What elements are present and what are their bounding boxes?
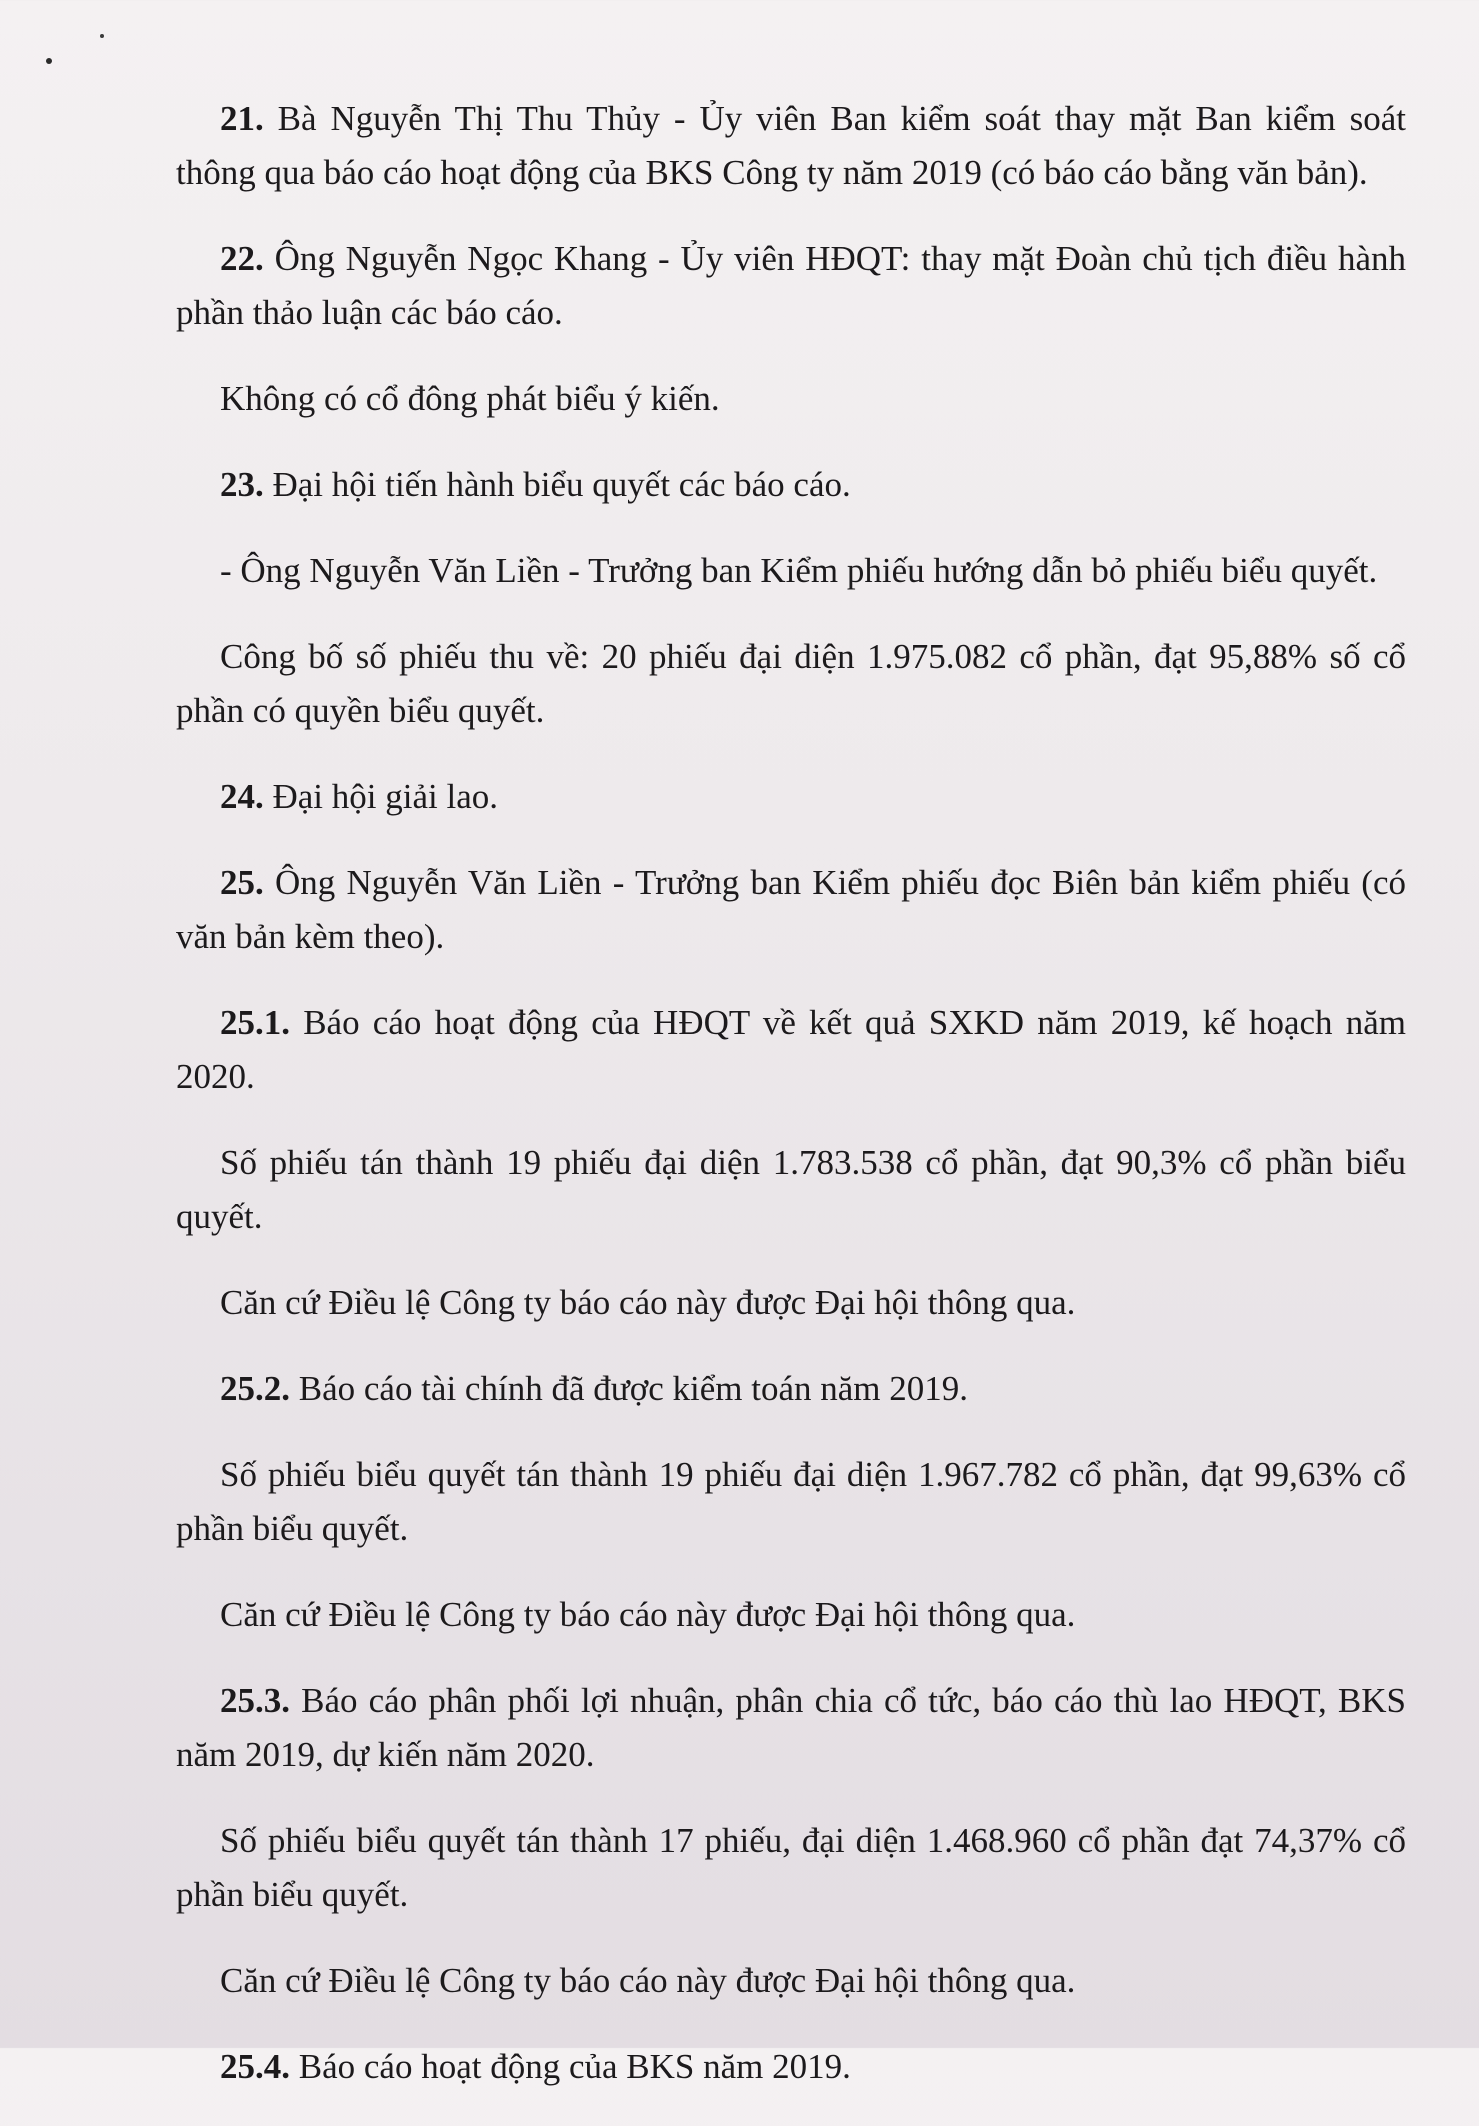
paragraph-24 (176, 770, 1406, 824)
paragraph-25-2-votes (176, 1448, 1406, 1556)
paragraph-text: - Ông Nguyễn Văn Liền - Trưởng ban Kiểm phiếu hướng dẫn bỏ phiếu biểu quyết. (220, 551, 1378, 590)
paragraph-text: Bà Nguyễn Thị Thu Thủy - Ủy viên Ban kiểm soát thay mặt Ban kiểm soát thông qua báo cáo hoạt động của BKS Công ty năm 2019 (có báo cáo bằng văn bản). (176, 99, 1406, 192)
paragraph-25-1-votes (176, 1136, 1406, 1244)
paragraph-25-2 (176, 1362, 1406, 1416)
item-number: 25. (220, 863, 264, 902)
paragraph-text: Số phiếu tán thành 19 phiếu đại diện 1.783.538 cổ phần, đạt 90,3% cổ phần biểu quyết. (176, 1143, 1406, 1236)
paragraph-ballots-collected (176, 630, 1406, 738)
ink-dot (100, 34, 104, 38)
item-number: 24. (220, 777, 264, 816)
paragraph-25-4 (176, 2040, 1406, 2094)
paragraph-text: Số phiếu biểu quyết tán thành 17 phiếu, đại diện 1.468.960 cổ phần đạt 74,37% cổ phần biểu quyết. (176, 1821, 1406, 1914)
paragraph-text: Số phiếu biểu quyết tán thành 19 phiếu đại diện 1.967.782 cổ phần, đạt 99,63% cổ phần biểu quyết. (176, 1455, 1406, 1548)
item-number: 22. (220, 239, 264, 278)
item-number: 25.3. (220, 1681, 290, 1720)
paragraph-22 (176, 232, 1406, 340)
item-number: 25.2. (220, 1369, 290, 1408)
document-body (176, 92, 1406, 2126)
paragraph-text: Báo cáo hoạt động của BKS năm 2019. (290, 2047, 851, 2086)
paragraph-25-2-approved (176, 1588, 1406, 1642)
paragraph-no-comments (176, 372, 1406, 426)
paragraph-text: Không có cổ đông phát biểu ý kiến. (220, 379, 720, 418)
paragraph-text: Báo cáo hoạt động của HĐQT về kết quả SXKD năm 2019, kế hoạch năm 2020. (176, 1003, 1406, 1096)
item-number: 25.4. (220, 2047, 290, 2086)
paragraph-text: Công bố số phiếu thu về: 20 phiếu đại diện 1.975.082 cổ phần, đạt 95,88% số cổ phần có quyền biểu quyết. (176, 637, 1406, 730)
paragraph-23 (176, 458, 1406, 512)
item-number: 23. (220, 465, 264, 504)
paragraph-text: Căn cứ Điều lệ Công ty báo cáo này được Đại hội thông qua. (220, 1595, 1076, 1634)
paragraph-text: Căn cứ Điều lệ Công ty báo cáo này được Đại hội thông qua. (220, 1961, 1076, 2000)
item-number: 25.1. (220, 1003, 290, 1042)
paragraph-text: Báo cáo tài chính đã được kiểm toán năm 2019. (290, 1369, 968, 1408)
paragraph-text: Báo cáo phân phối lợi nhuận, phân chia cổ tức, báo cáo thù lao HĐQT, BKS năm 2019, dự kiến năm 2020. (176, 1681, 1406, 1774)
paragraph-25 (176, 856, 1406, 964)
paragraph-25-1 (176, 996, 1406, 1104)
paragraph-text: Căn cứ Điều lệ Công ty báo cáo này được Đại hội thông qua. (220, 1283, 1076, 1322)
paragraph-text: Ông Nguyễn Ngọc Khang - Ủy viên HĐQT: thay mặt Đoàn chủ tịch điều hành phần thảo luận các báo cáo. (176, 239, 1406, 332)
ink-dot (46, 58, 52, 64)
paragraph-25-3-votes (176, 1814, 1406, 1922)
paragraph-25-1-approved (176, 1276, 1406, 1330)
paragraph-25-3 (176, 1674, 1406, 1782)
item-number: 21. (220, 99, 264, 138)
paragraph-text: Đại hội tiến hành biểu quyết các báo cáo. (263, 465, 851, 504)
paragraph-text: Đại hội giải lao. (263, 777, 499, 816)
paragraph-21 (176, 92, 1406, 200)
paragraph-25-3-approved (176, 1954, 1406, 2008)
paragraph-vote-guide (176, 544, 1406, 598)
paragraph-text: Ông Nguyễn Văn Liền - Trưởng ban Kiểm phiếu đọc Biên bản kiểm phiếu (có văn bản kèm theo). (176, 863, 1406, 956)
